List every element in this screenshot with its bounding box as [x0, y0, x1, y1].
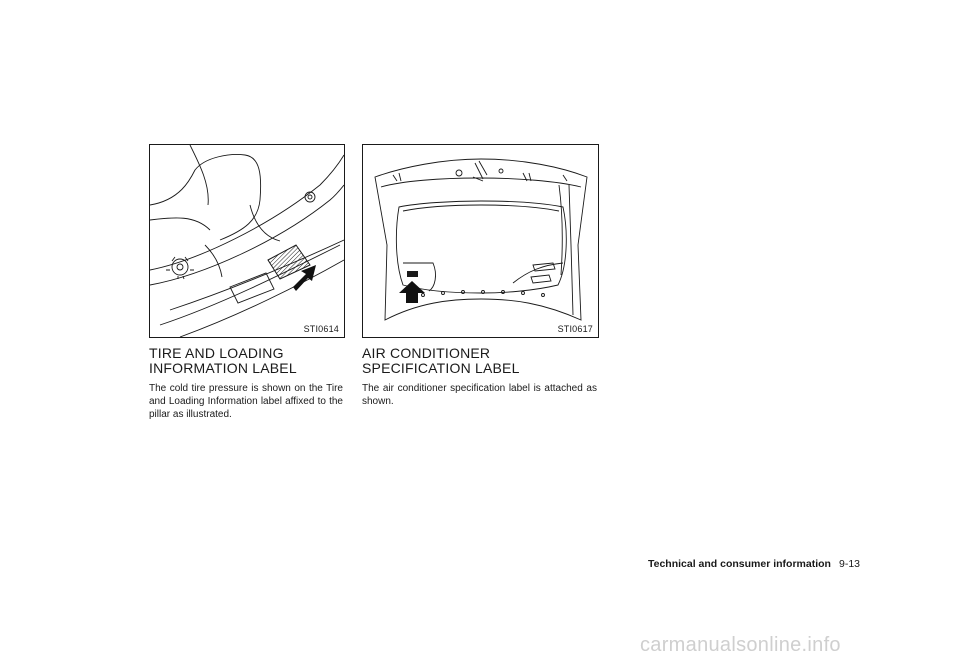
page-footer: [560, 558, 860, 570]
door-pillar-illustration: [150, 145, 344, 337]
hood-underside-illustration: [363, 145, 598, 337]
section-heading-tire-label: TIRE AND LOADING INFORMATION LABEL: [149, 345, 297, 376]
section-body-tire-label: The cold tire pressure is shown on the Tire and Loading Information label affixed to the pillar as illustrated.: [149, 383, 343, 420]
figure-tire-label: [149, 144, 345, 338]
figure-ac-label: [362, 144, 599, 338]
figure-code: STI0614: [303, 324, 339, 334]
section-heading-ac-label: AIR CONDITIONER SPECIFICATION LABEL: [362, 345, 520, 376]
page-number: 9-13: [838, 558, 860, 570]
footer-section-title: Technical and consumer information: [647, 558, 831, 570]
figure-code: STI0617: [557, 324, 593, 334]
watermark: carmanualsonline.info: [640, 634, 841, 656]
section-body-ac-label: The air conditioner specification label is attached as shown.: [362, 383, 597, 407]
